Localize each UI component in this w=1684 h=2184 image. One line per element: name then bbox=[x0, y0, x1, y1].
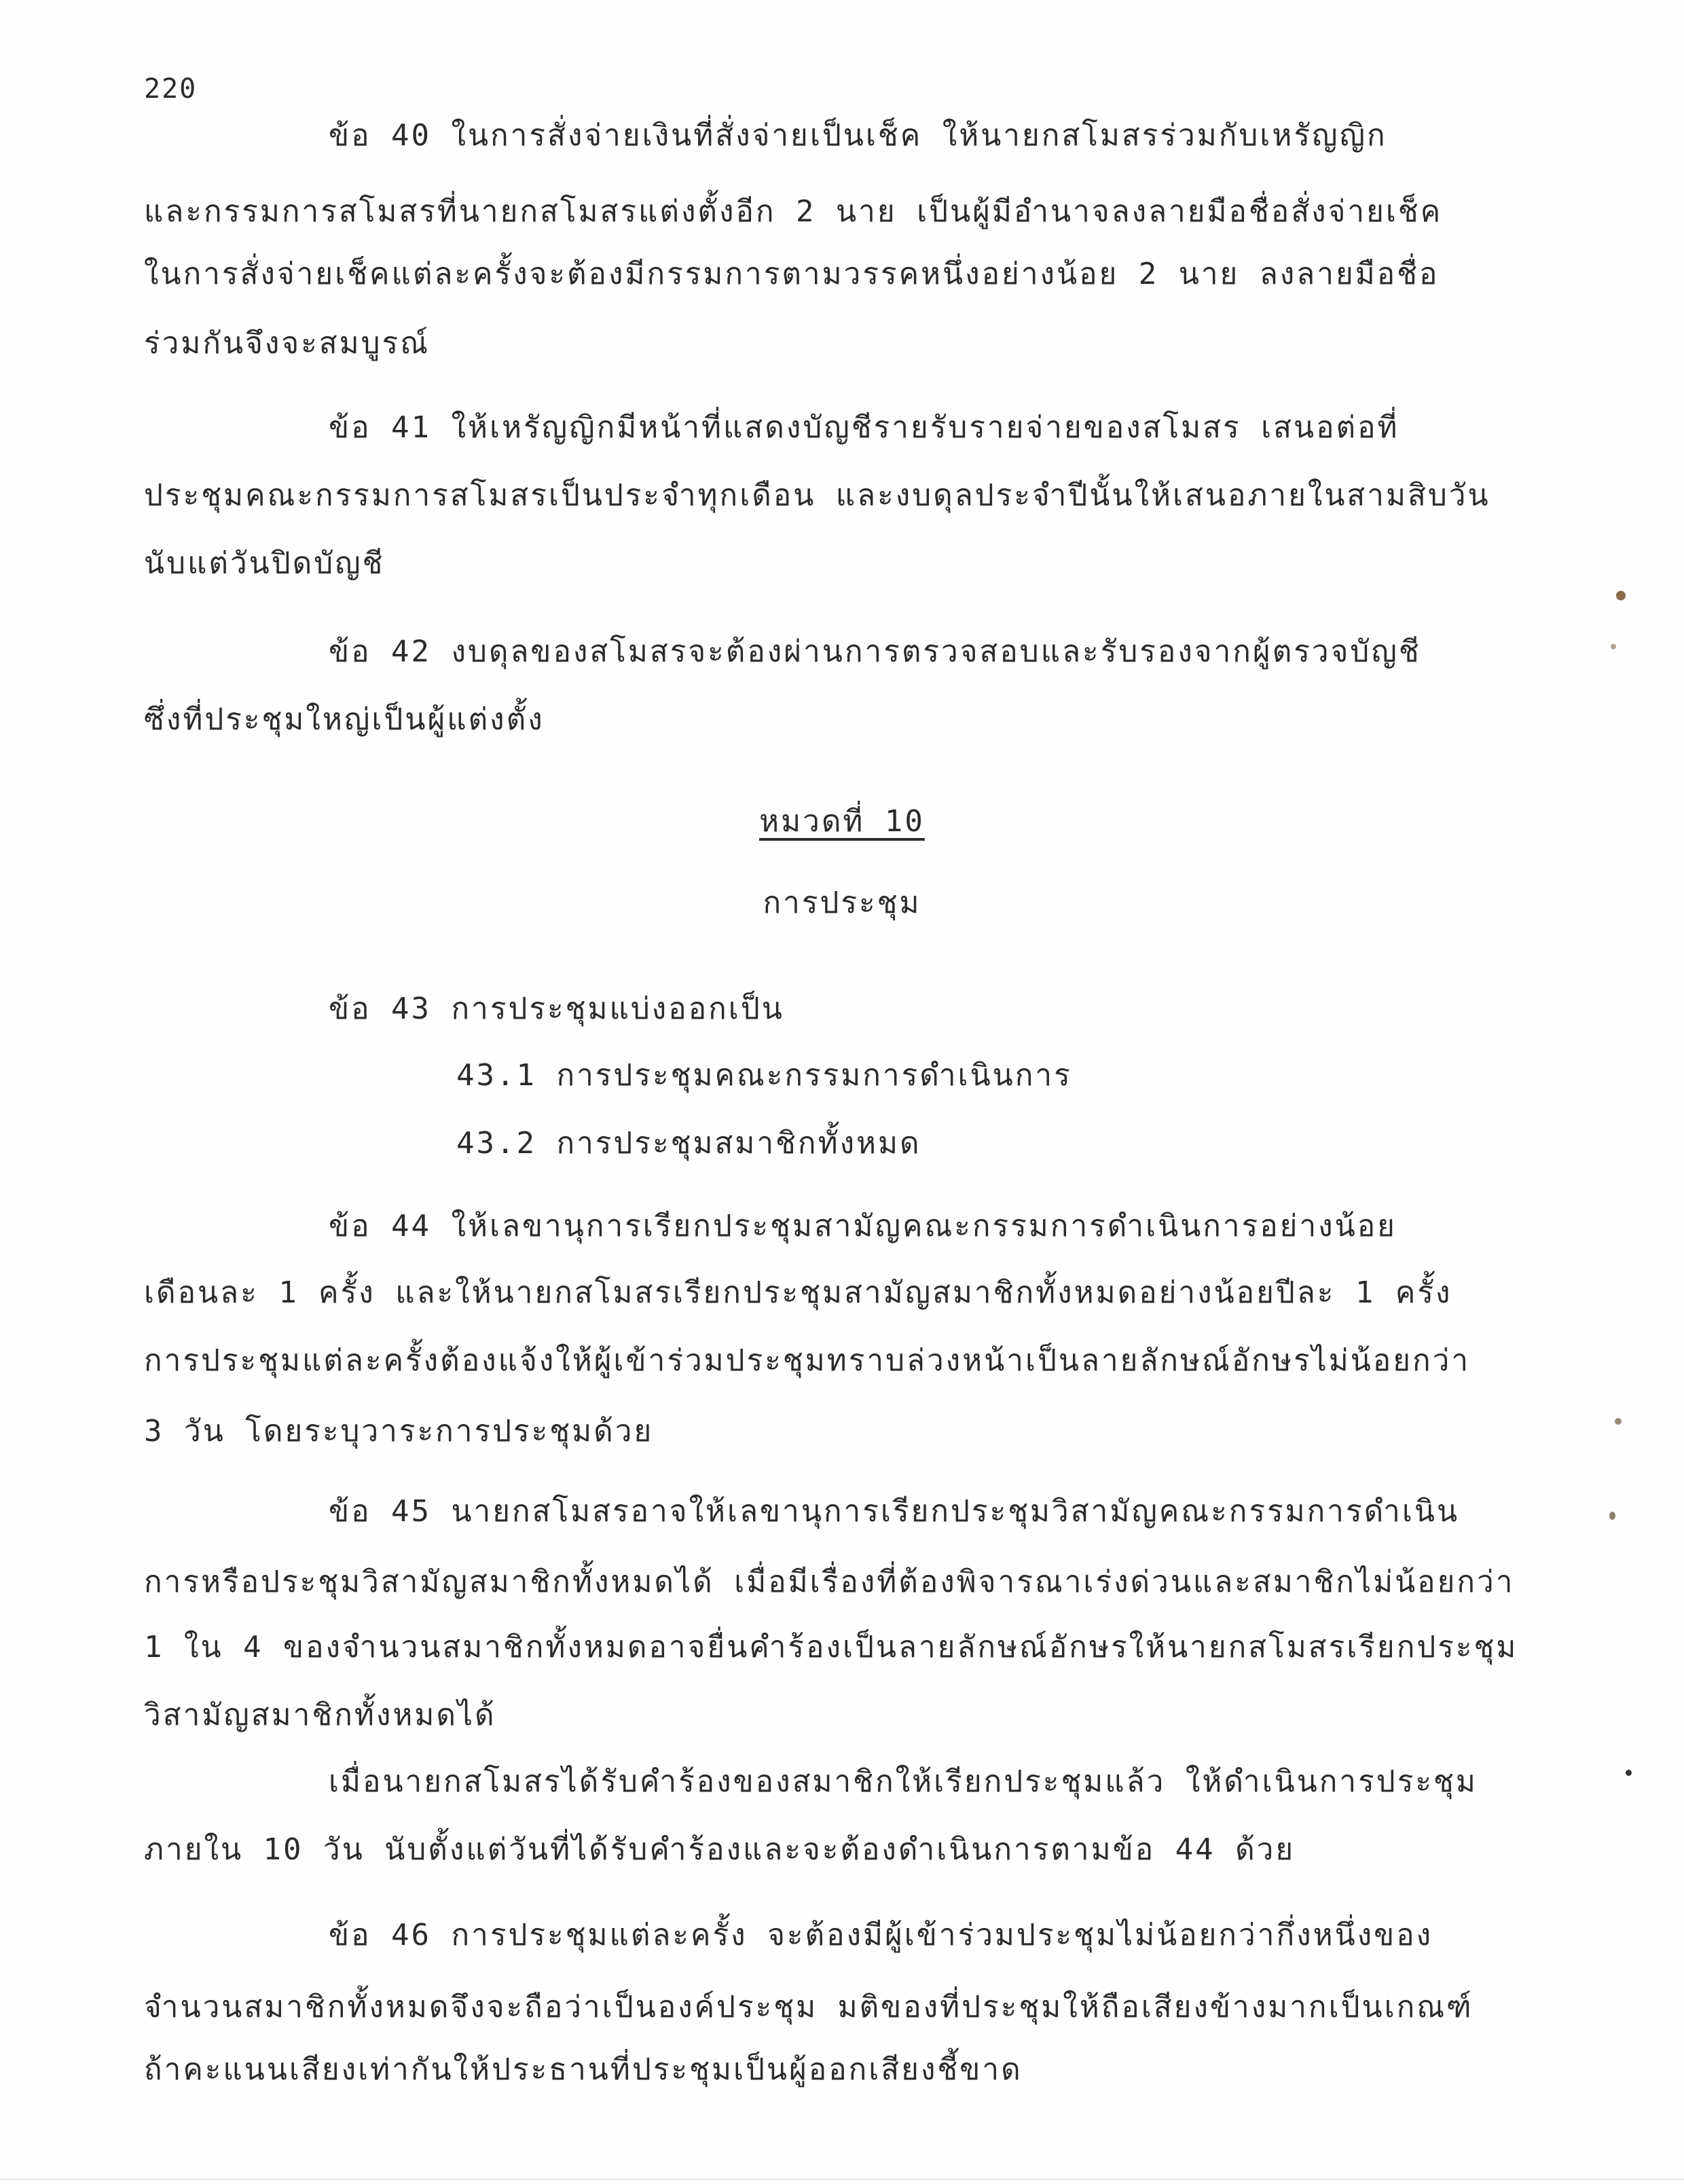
chapter-title: หมวดที่ 10 bbox=[759, 804, 925, 839]
section-44-line-3: การประชุมแต่ละครั้งต้องแจ้งให้ผู้เข้าร่วมประชุมทราบล่วงหน้าเป็นลายลักษณ์อักษรไม่น้อยกว่า bbox=[144, 1343, 1471, 1378]
section-43-line-1: ข้อ 43 การประชุมแบ่งออกเป็น bbox=[329, 991, 784, 1026]
section-42-line-1: ข้อ 42 งบดุลของสโมสรจะต้องผ่านการตรวจสอบและรับรองจากผู้ตรวจบัญชี bbox=[329, 634, 1421, 669]
section-45-line-6: ภายใน 10 วัน นับตั้งแต่วันที่ได้รับคำร้องและจะต้องดำเนินการตามข้อ 44 ด้วย bbox=[144, 1832, 1296, 1867]
section-40-line-3: ในการสั่งจ่ายเช็คแต่ละครั้งจะต้องมีกรรมการตามวรรคหนึ่งอย่างน้อย 2 นาย ลงลายมือชื่อ bbox=[144, 257, 1440, 291]
section-41-line-3: นับแต่วันปิดบัญชี bbox=[144, 546, 385, 581]
section-46-line-3: ถ้าคะแนนเสียงเท่ากันให้ประธานที่ประชุมเป็นผู้ออกเสียงชี้ขาด bbox=[144, 2052, 1023, 2087]
section-45-line-4: วิสามัญสมาชิกทั้งหมดได้ bbox=[144, 1698, 496, 1732]
section-45-line-2: การหรือประชุมวิสามัญสมาชิกทั้งหมดได้ เมื่อมีเรื่องที่ต้องพิจารณาเร่งด่วนและสมาชิกไม่น้อยกว่า bbox=[144, 1565, 1515, 1599]
section-43-item-2: 43.2 การประชุมสมาชิกทั้งหมด bbox=[456, 1126, 921, 1161]
section-43-item-1: 43.1 การประชุมคณะกรรมการดำเนินการ bbox=[456, 1058, 1072, 1093]
scan-speck bbox=[1609, 1512, 1615, 1520]
section-44-line-4: 3 วัน โดยระบุวาระการประชุมด้วย bbox=[144, 1414, 654, 1449]
page-bottom-edge bbox=[0, 2179, 1684, 2180]
section-45-line-5: เมื่อนายกสโมสรได้รับคำร้องของสมาชิกให้เรียกประชุมแล้ว ให้ดำเนินการประชุม bbox=[329, 1764, 1478, 1799]
section-41-line-2: ประชุมคณะกรรมการสโมสรเป็นประจำทุกเดือน และงบดุลประจำปีนั้นให้เสนอภายในสามสิบวัน bbox=[144, 478, 1490, 513]
scan-speck bbox=[1615, 1418, 1622, 1425]
chapter-subtitle: การประชุม bbox=[763, 886, 921, 920]
scan-speck bbox=[1616, 591, 1626, 600]
page-number: 220 bbox=[144, 73, 198, 105]
section-40-line-2: และกรรมการสโมสรที่นายกสโมสรแต่งตั้งอีก 2 นาย เป็นผู้มีอำนาจลงลายมือชื่อสั่งจ่ายเช็ค bbox=[144, 194, 1443, 229]
section-45-line-3: 1 ใน 4 ของจำนวนสมาชิกทั้งหมดอาจยื่นคำร้องเป็นลายลักษณ์อักษรให้นายกสโมสรเรียกประชุม bbox=[144, 1630, 1518, 1664]
scan-speck bbox=[1626, 1770, 1632, 1776]
section-40-line-1: ข้อ 40 ในการสั่งจ่ายเงินที่สั่งจ่ายเป็นเช็ค ให้นายกสโมสรร่วมกับเหรัญญิก bbox=[329, 118, 1387, 153]
section-42-line-2: ซึ่งที่ประชุมใหญ่เป็นผู้แต่งตั้ง bbox=[144, 702, 545, 737]
section-44-line-1: ข้อ 44 ให้เลขานุการเรียกประชุมสามัญคณะกรรมการดำเนินการอย่างน้อย bbox=[329, 1209, 1397, 1243]
section-44-line-2: เดือนละ 1 ครั้ง และให้นายกสโมสรเรียกประชุมสามัญสมาชิกทั้งหมดอย่างน้อยปีละ 1 ครั้ง bbox=[144, 1275, 1452, 1310]
section-45-line-1: ข้อ 45 นายกสโมสรอาจให้เลขานุการเรียกประชุมวิสามัญคณะกรรมการดำเนิน bbox=[329, 1494, 1460, 1529]
section-46-line-1: ข้อ 46 การประชุมแต่ละครั้ง จะต้องมีผู้เข้าร่วมประชุมไม่น้อยกว่ากึ่งหนึ่งของ bbox=[329, 1918, 1433, 1952]
section-41-line-1: ข้อ 41 ให้เหรัญญิกมีหน้าที่แสดงบัญชีรายรับรายจ่ายของสโมสร เสนอต่อที่ bbox=[329, 410, 1399, 445]
scan-speck bbox=[1611, 644, 1616, 649]
section-46-line-2: จำนวนสมาชิกทั้งหมดจึงจะถือว่าเป็นองค์ประชุม มติของที่ประชุมให้ถือเสียงข้างมากเป็นเกณฑ์ bbox=[144, 1990, 1474, 2024]
section-40-line-4: ร่วมกันจึงจะสมบูรณ์ bbox=[144, 326, 430, 361]
